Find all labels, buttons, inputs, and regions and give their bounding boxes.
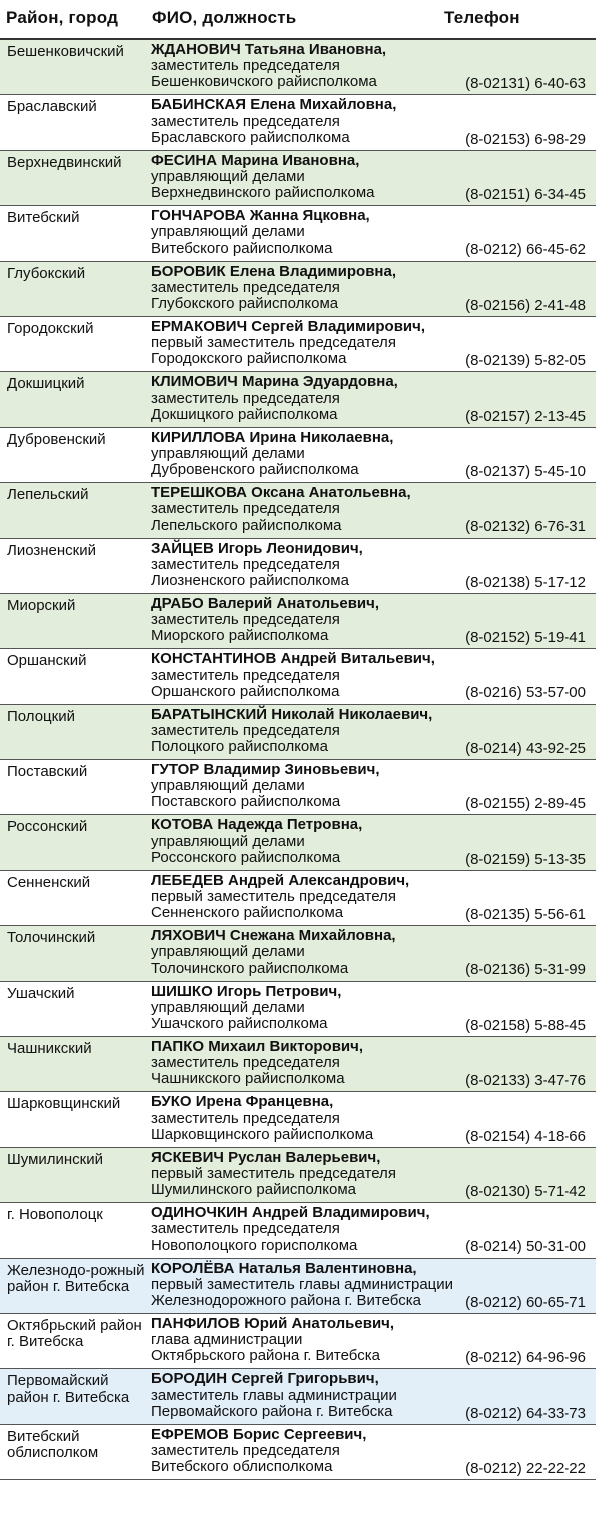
table-row <box>0 539 596 594</box>
district-cell: Шумилинский <box>7 1150 104 1168</box>
table-row <box>0 1092 596 1147</box>
table-row <box>0 1425 596 1480</box>
district-cell: Витебский облисполком <box>7 1427 99 1461</box>
person-position: заместитель председателя <box>151 112 340 130</box>
phone-cell: (8-0216) 53-57-00 <box>465 684 586 702</box>
district-cell: Городокский <box>7 319 94 337</box>
person-name: ГУТОР Владимир Зиновьевич, <box>151 761 380 779</box>
district-cell: Чашникский <box>7 1040 92 1058</box>
header-phone: Телефон <box>444 8 520 27</box>
table-row <box>0 1259 596 1314</box>
person-organization: Шарковщинского райисполкома <box>151 1125 374 1143</box>
table-header <box>0 0 600 38</box>
table-row <box>0 1203 596 1258</box>
phone-cell: (8-0212) 64-33-73 <box>465 1404 586 1422</box>
district-cell: Полоцкий <box>7 707 75 725</box>
header-district: Район, город <box>6 8 119 27</box>
person-name: ФЕСИНА Марина Ивановна, <box>151 151 360 169</box>
phone-cell: (8-02139) 5-82-05 <box>465 352 586 370</box>
person-name: ГОНЧАРОВА Жанна Яцковна, <box>151 207 370 225</box>
person-name: ЕФРЕМОВ Борис Сергеевич, <box>151 1425 367 1443</box>
phone-cell: (8-0214) 50-31-00 <box>465 1238 586 1256</box>
table-row <box>0 815 596 870</box>
person-name: ПАНФИЛОВ Юрий Анатольевич, <box>151 1314 395 1332</box>
person-name: КОТОВА Надежда Петровна, <box>151 816 363 834</box>
person-organization: Новополоцкого горисполкома <box>151 1236 358 1254</box>
person-position: заместитель председателя <box>151 389 340 407</box>
person-position: первый заместитель председателя <box>151 334 396 352</box>
person-organization: Россонского райисполкома <box>151 848 341 866</box>
phone-cell: (8-0212) 60-65-71 <box>465 1293 586 1311</box>
phone-cell: (8-0212) 64-96-96 <box>465 1349 586 1367</box>
table-row <box>0 649 596 704</box>
person-organization: Миорского райисполкома <box>151 627 329 645</box>
district-cell: Бешенковичский <box>7 43 124 60</box>
person-name: БОРОВИК Елена Владимировна, <box>151 262 396 280</box>
person-position: глава администрации <box>151 1331 303 1349</box>
person-organization: Лепельского райисполкома <box>151 516 342 534</box>
person-position: заместитель председателя <box>151 500 340 518</box>
phone-cell: (8-02152) 5-19-41 <box>465 629 586 647</box>
person-name: БАРАТЫНСКИЙ Николай Николаевич, <box>151 705 433 723</box>
person-name: ШИШКО Игорь Петрович, <box>151 982 342 1000</box>
contacts-table <box>0 38 596 1480</box>
phone-cell: (8-02132) 6-76-31 <box>465 518 586 536</box>
phone-cell: (8-02137) 5-45-10 <box>465 462 586 480</box>
table-row <box>0 262 596 317</box>
phone-cell: (8-02153) 6-98-29 <box>465 130 586 148</box>
phone-cell: (8-02135) 5-56-61 <box>465 906 586 924</box>
table-row <box>0 483 596 538</box>
person-organization: Шумилинского райисполкома <box>151 1181 356 1199</box>
person-position: управляющий делами <box>151 167 305 185</box>
table-row <box>0 95 596 150</box>
phone-cell: (8-02138) 5-17-12 <box>465 573 586 591</box>
person-name: КОРОЛЁВА Наталья Валентиновна, <box>151 1259 417 1277</box>
district-cell: Ушачский <box>7 984 75 1002</box>
person-position: заместитель председателя <box>151 278 340 296</box>
person-organization: Железнодорожного района г. Витебска <box>151 1292 421 1309</box>
phone-cell: (8-02133) 3-47-76 <box>465 1072 586 1090</box>
person-position: заместитель председателя <box>151 1054 340 1072</box>
person-organization: Бешенковичского райисполкома <box>151 73 377 91</box>
person-position: заместитель председателя <box>151 555 340 573</box>
phone-cell: (8-02130) 5-71-42 <box>465 1183 586 1200</box>
phone-cell: (8-02157) 2-13-45 <box>465 407 586 425</box>
person-organization: Ушачского райисполкома <box>151 1015 328 1033</box>
person-position: первый заместитель главы администрации <box>151 1275 454 1293</box>
district-cell: Поставский <box>7 763 88 781</box>
phone-cell: (8-02131) 6-40-63 <box>465 75 586 93</box>
person-name: ЕРМАКОВИЧ Сергей Владимирович, <box>151 317 426 335</box>
table-row <box>0 1148 596 1203</box>
person-name: БАБИНСКАЯ Елена Михайловна, <box>151 96 397 114</box>
district-cell: Россонский <box>7 818 88 836</box>
person-organization: Браславского райисполкома <box>151 128 350 146</box>
table-row <box>0 206 596 261</box>
person-organization: Лиозненского райисполкома <box>151 571 349 589</box>
district-cell: Докшицкий <box>7 375 85 393</box>
person-organization: Глубокского райисполкома <box>151 294 339 312</box>
person-organization: Толочинского райисполкома <box>151 959 349 977</box>
person-position: первый заместитель председателя <box>151 1165 396 1183</box>
district-cell: Оршанский <box>7 652 87 670</box>
district-cell: Глубокский <box>7 264 86 282</box>
district-cell: Витебский <box>7 209 80 227</box>
phone-cell: (8-02158) 5-88-45 <box>465 1016 586 1034</box>
person-organization: Городокского райисполкома <box>151 350 347 368</box>
person-position: заместитель председателя <box>151 721 340 739</box>
district-cell: Октябрьский район г. Витебска <box>7 1316 142 1351</box>
phone-cell: (8-0212) 66-45-62 <box>465 241 586 259</box>
person-organization: Оршанского райисполкома <box>151 682 340 700</box>
phone-cell: (8-02154) 4-18-66 <box>465 1127 586 1145</box>
district-cell: Железнодо-рожный район г. Витебска <box>7 1261 145 1295</box>
person-position: первый заместитель председателя <box>151 888 396 906</box>
phone-cell: (8-02156) 2-41-48 <box>465 296 586 314</box>
person-name: ЗАЙЦЕВ Игорь Леонидович, <box>151 539 363 557</box>
person-position: управляющий делами <box>151 777 305 795</box>
district-cell: г. Новополоцк <box>7 1206 103 1224</box>
table-row <box>0 760 596 815</box>
person-name: ДРАБО Валерий Анатольевич, <box>151 594 380 612</box>
person-position: управляющий делами <box>151 223 305 241</box>
person-position: управляющий делами <box>151 998 305 1016</box>
person-position: заместитель председателя <box>151 666 340 684</box>
table-row <box>0 151 596 206</box>
person-name: ЛЯХОВИЧ Снежана Михайловна, <box>151 927 396 945</box>
phone-cell: (8-0212) 22-22-22 <box>465 1459 586 1477</box>
phone-cell: (8-02159) 5-13-35 <box>465 850 586 868</box>
table-row <box>0 372 596 427</box>
table-row <box>0 594 596 649</box>
person-position: заместитель председателя <box>151 1441 340 1459</box>
person-organization: Дубровенского райисполкома <box>151 461 359 479</box>
phone-cell: (8-02151) 6-34-45 <box>465 185 586 203</box>
district-cell: Браславский <box>7 98 97 116</box>
person-position: управляющий делами <box>151 943 305 961</box>
person-position: заместитель председателя <box>151 57 340 75</box>
table-row <box>0 1369 596 1424</box>
person-position: заместитель главы администрации <box>151 1386 397 1404</box>
person-name: КОНСТАНТИНОВ Андрей Витальевич, <box>151 650 435 668</box>
person-name: КЛИМОВИЧ Марина Эдуардовна, <box>151 373 398 391</box>
district-cell: Верхнедвинский <box>7 153 122 171</box>
person-organization: Поставского райисполкома <box>151 793 341 811</box>
person-organization: Верхнедвинского райисполкома <box>151 184 375 202</box>
phone-cell: (8-0214) 43-92-25 <box>465 739 586 757</box>
person-name: ОДИНОЧКИН Андрей Владимирович, <box>151 1204 430 1222</box>
phone-cell: (8-02136) 5-31-99 <box>465 961 586 979</box>
person-position: заместитель председателя <box>151 1220 340 1238</box>
table-row <box>0 317 596 372</box>
person-organization: Полоцкого райисполкома <box>151 738 328 756</box>
person-organization: Докшицкого райисполкома <box>151 405 338 423</box>
person-organization: Витебского райисполкома <box>151 239 333 257</box>
person-organization: Витебского облисполкома <box>151 1458 333 1476</box>
table-row <box>0 428 596 483</box>
person-organization: Первомайского района г. Витебска <box>151 1402 393 1420</box>
person-position: заместитель председателя <box>151 1109 340 1127</box>
table-row <box>0 1314 596 1369</box>
district-cell: Первомайский район г. Витебска <box>7 1372 130 1406</box>
person-organization: Чашникского райисполкома <box>151 1070 345 1088</box>
person-name: ЖДАНОВИЧ Татьяна Ивановна, <box>151 41 387 58</box>
district-cell: Сенненский <box>7 873 91 891</box>
person-name: КИРИЛЛОВА Ирина Николаевна, <box>151 428 394 446</box>
district-cell: Миорский <box>7 596 76 614</box>
table-row <box>0 926 596 981</box>
district-cell: Лепельский <box>7 486 89 504</box>
table-row <box>0 705 596 760</box>
person-name: ПАПКО Михаил Викторович, <box>151 1038 364 1056</box>
person-organization: Сенненского райисполкома <box>151 904 344 922</box>
person-position: управляющий делами <box>151 832 305 850</box>
table-row <box>0 871 596 926</box>
phone-cell: (8-02155) 2-89-45 <box>465 795 586 813</box>
header-person: ФИО, должность <box>152 8 297 27</box>
person-name: ЛЕБЕДЕВ Андрей Александрович, <box>151 871 410 889</box>
table-row <box>0 1037 596 1092</box>
district-cell: Лиозненский <box>7 541 97 559</box>
person-name: ТЕРЕШКОВА Оксана Анатольевна, <box>151 484 411 502</box>
district-cell: Толочинский <box>7 929 96 947</box>
person-name: БУКО Ирена Францевна, <box>151 1093 334 1111</box>
table-row <box>0 40 596 95</box>
person-position: заместитель председателя <box>151 611 340 629</box>
person-name: БОРОДИН Сергей Григорьвич, <box>151 1370 379 1388</box>
district-cell: Шарковщинский <box>7 1095 121 1113</box>
person-position: управляющий делами <box>151 444 305 462</box>
district-cell: Дубровенский <box>7 430 106 448</box>
person-name: ЯСКЕВИЧ Руслан Валерьевич, <box>151 1148 381 1166</box>
table-row <box>0 982 596 1037</box>
person-organization: Октябрьского района г. Витебска <box>151 1347 380 1365</box>
